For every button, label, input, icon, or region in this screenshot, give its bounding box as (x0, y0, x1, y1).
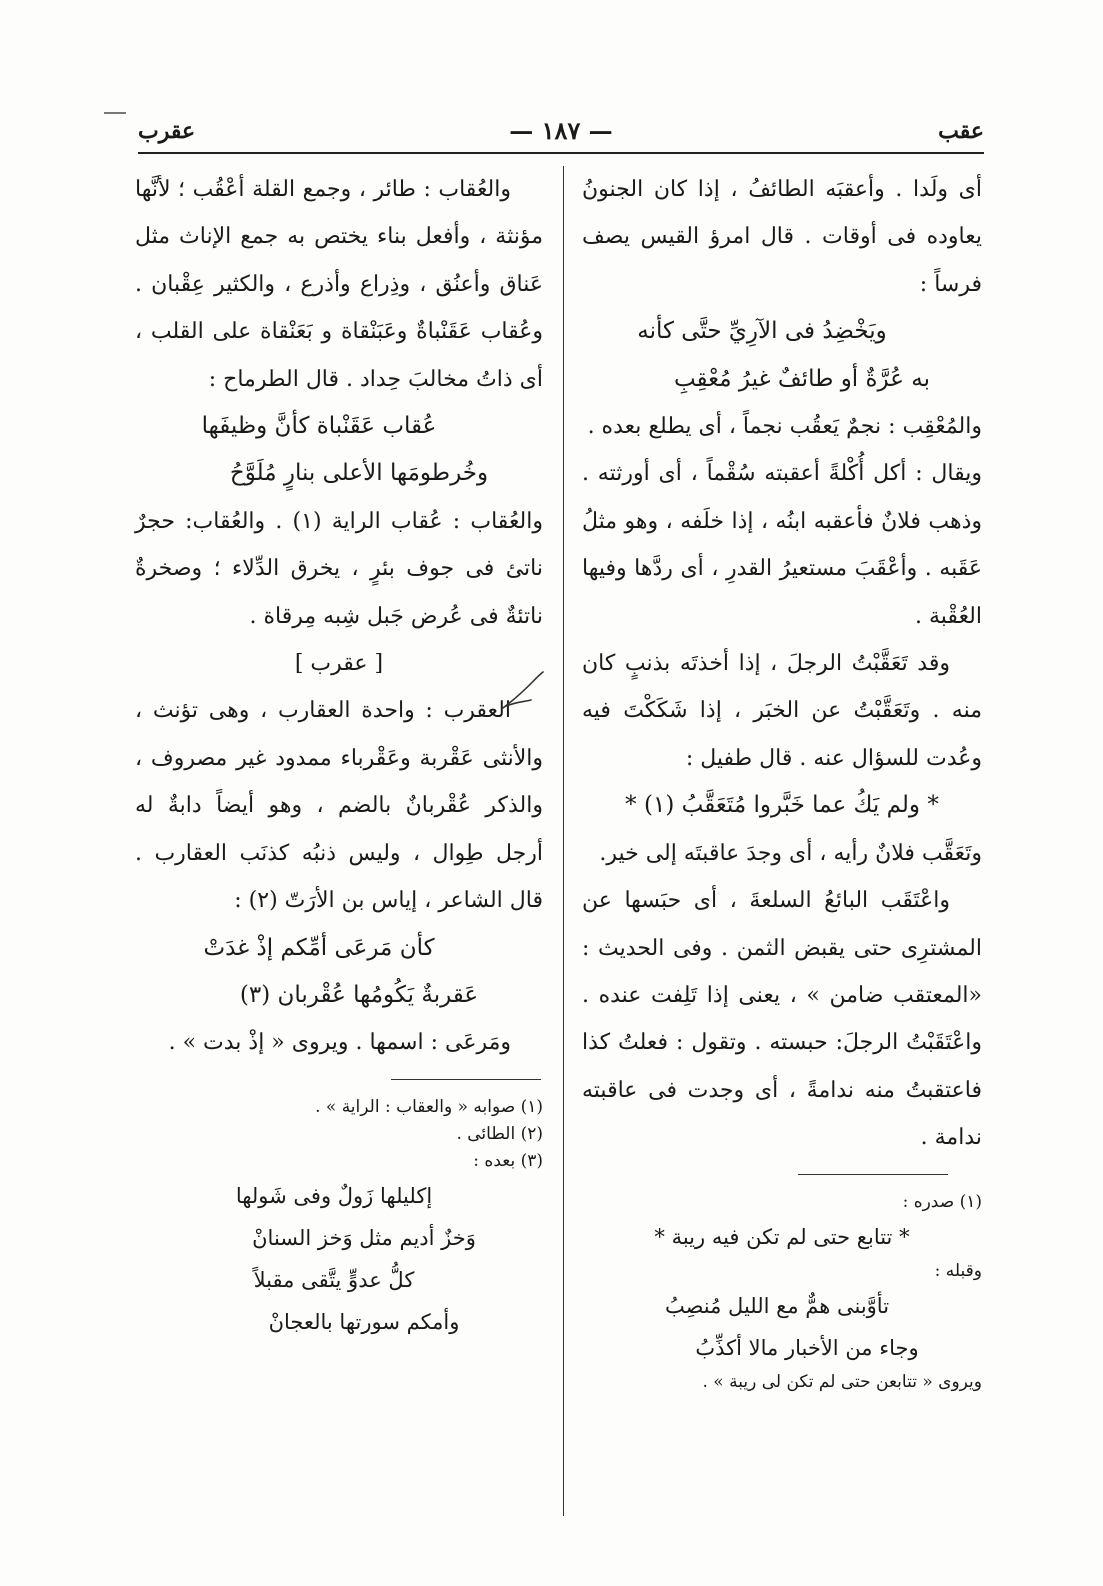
verse-line: وخُرطومَها الأعلى بنارٍ مُلَوَّحُ (229, 460, 489, 487)
footnote-verse: وأمكم سورتها بالعجانْ (268, 1309, 460, 1334)
page-number: — ١٨٧ — (509, 116, 613, 145)
header-rule (138, 152, 984, 154)
right-column (582, 166, 982, 1396)
footnote: ويروى « تتابعن حتى لم تكن لى ريبة » . (702, 1371, 982, 1392)
paragraph: والمُعْقِب : نجمٌ يَعقُب نجماً ، أى يطلع بعده . (587, 414, 982, 440)
page-header (138, 116, 984, 152)
header-right-word: عقب (938, 118, 984, 144)
verse-line: * ولم يَكُ عما خَبَّروا مُتَعَقَّبُ (١) * (625, 792, 939, 819)
paragraph: والعُقاب : عُقاب الراية (١) . والعُقاب: حجرٌ ناتئ فى جوف بئرٍ ، يخرق الدِّلاء ؛ وصخرةٌ ناتئةٌ فى عُرض جَبل شِبه مِرقاة . (135, 508, 543, 629)
footnote: (١) صدره : (902, 1191, 982, 1212)
verse-line: عَقربةٌ يَكُومُها عُقْربان (٣) (239, 981, 479, 1008)
header-left-word: عقرب (138, 118, 196, 144)
footnote-verse: تأوَّبنى همٌّ مع الليل مُنصِبُ (664, 1293, 890, 1318)
footnote-rule (798, 1174, 948, 1175)
left-column (135, 166, 543, 1343)
entry-heading: [ عقرب ] (294, 651, 384, 677)
footnote-verse: وجاء من الأخبار مالا أكذِّبُ (695, 1335, 919, 1360)
footnote: (٢) الطائى . (456, 1123, 543, 1144)
footnote-rule (391, 1079, 541, 1080)
paragraph: والعُقاب : طائر ، وجمع القلة أعْقُب ؛ لأنَّها مؤنثة ، وأفعل بناء يختص به جمع الإناث مثل عَناق وأعنُق ، وذِراع وأذرع ، والكثير عِقْبان . وعُقاب عَقَنْباةٌ وعَبَنْقاة و بَعَنْقاة على القلب ، أى ذاتُ مخالبَ حِداد . قال الطرماح : (135, 177, 543, 392)
column-divider (563, 166, 564, 1516)
footnote: (١) صوابه « والعقاب : الراية » . (315, 1096, 543, 1117)
handwritten-pen-mark (497, 668, 545, 712)
paragraph: واعْتَقَب البائعُ السلعةَ ، أى حبَسها عن المشترِى حتى يقبض الثمن . وفى الحديث : «المعتقب ضامن » ، يعنى إذا تَلِفت عنده . واعْتَقَبْتُ الرجلَ: حبسته . وتقول : فعلتُ كذا فاعتقبتُ منه ندامةً ، أى وجدت فى عاقبته ندامة . (582, 888, 982, 1151)
verse-line: ويَخْضِدُ فى الآرِيِّ حتَّى كأنه (637, 318, 887, 345)
paragraph: العقرب : واحدة العقارب ، وهى تؤنث ، والأنثى عَقْربة وعَقْرباء ممدود غير مصروف ، والذكر عُقْربانٌ بالضم ، وهو أيضاً دابةٌ له أرجل طِوال ، وليس ذنبُه كذنَب العقارب . قال الشاعر ، إياس بن الأرَتّ (٢) : (135, 698, 543, 914)
footnote-verse: وَخزٌ أديم مثل وَخز السنانْ (252, 1225, 476, 1250)
verse-line: به عُرَّةٌ أو طائفٌ غيرُ مُعْقِبِ (673, 365, 931, 392)
paragraph: ويقال : أكل أُكْلةً أعقبته سُقْماً ، أى أورثته . وذهب فلانٌ فأعقبه ابنُه ، إذا خلَفه ، وهو مثلُ عَقَبه . وأعْقَبَ مستعيرُ القدرِ ، أى ردَّها وفيها العُقْبة . (582, 461, 982, 629)
paragraph: أى ولَدا . وأعقبَه الطائفُ ، إذا كان الجنونُ يعاوده فى أوقات . قال امرؤ القيس يصف فرساً : (582, 177, 982, 297)
paragraph: وقد تَعَقَّبْتُ الرجلَ ، إذا أخذتَه بذنبٍ كان منه . وتَعَقَّبْتُ عن الخبَر ، إذا شَكَكْتَ فيه وعُدت للسؤال عنه . قال طفيل : (582, 651, 982, 771)
footnote: (٣) بعده : (473, 1150, 543, 1171)
verse-line: عُقاب عَقَنْباة كأنَّ وظيفَها (201, 413, 437, 440)
footnote-verse: * تتابع حتى لم تكن فيه ريبة * (654, 1224, 910, 1249)
paragraph: وتَعَقَّب فلانٌ رأيه ، أى وجدَ عاقبتَه إلى خير. (599, 840, 982, 866)
footnote: وقبله : (934, 1260, 982, 1281)
paragraph: ومَرعَى : اسمها . ويروى « إذْ بدت » . (168, 1030, 511, 1056)
footnote-verse: كلُّ عدوٍّ يتَّقى مقبلاً (253, 1267, 415, 1292)
corner-mark (104, 112, 126, 114)
footnote-verse: إكليلها زَولٌ وفى شَولها (235, 1183, 433, 1208)
verse-line: كأن مَرعَى أمِّكم إذْ غدَتْ (203, 934, 435, 961)
